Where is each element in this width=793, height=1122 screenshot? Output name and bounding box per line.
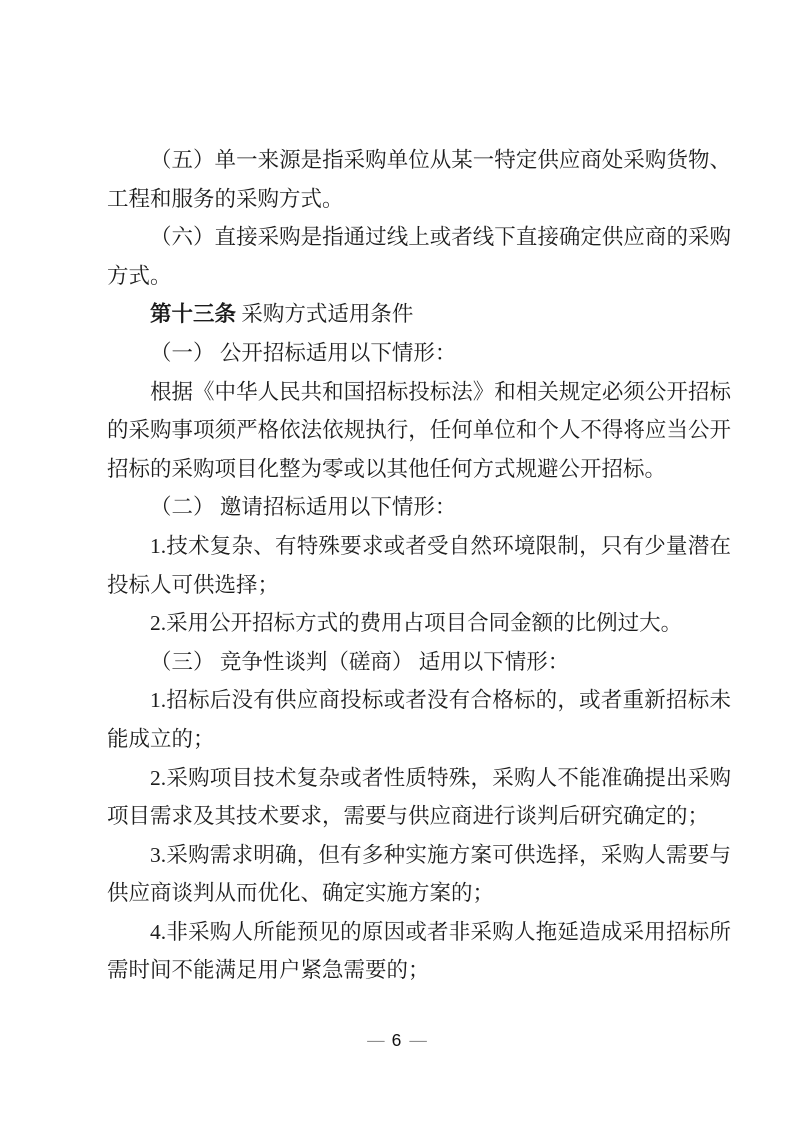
paragraph-item-5-single-source	[107, 141, 731, 218]
paragraph-invited-item-2	[107, 604, 731, 643]
paragraph-text: 根据《中华人民共和国招标投标法》和相关规定必须公开招标的采购事项须严格依法依规执行，任何单位和个人不得将应当公开招标的采购项目化整为零或以其他任何方式规避公开招标。	[107, 379, 731, 481]
page-number: 6	[391, 1030, 402, 1050]
paragraph-text: 3.采购需求明确，但有多种实施方案可供选择，采购人需要与供应商谈判从而优化、确定实施方案的；	[107, 842, 731, 906]
paragraph-text: 4.非采购人所能预见的原因或者非采购人拖延造成采用招标所需时间不能满足用户紧急需要的；	[107, 919, 731, 983]
paragraph-negotiation-item-2	[107, 759, 731, 836]
paragraph-text: （三） 竞争性谈判（磋商） 适用以下情形：	[150, 649, 570, 674]
paragraph-item-6-direct-purchase	[107, 218, 731, 295]
page-footer	[0, 1027, 793, 1053]
paragraph-negotiation-item-4	[107, 913, 731, 990]
footer-right-dash: —	[409, 1030, 426, 1050]
paragraph-text: 2.采购项目技术复杂或者性质特殊，采购人不能准确提出采购项目需求及其技术要求，需要与供应商进行谈判后研究确定的；	[107, 765, 731, 829]
paragraph-text: 1.技术复杂、有特殊要求或者受自然环境限制，只有少量潜在投标人可供选择；	[107, 533, 731, 597]
document-body	[107, 141, 731, 990]
paragraph-clause-1-open-tender	[107, 334, 731, 373]
paragraph-negotiation-item-3	[107, 836, 731, 913]
paragraph-text: （一） 公开招标适用以下情形：	[150, 340, 457, 365]
article-title-text: 采购方式适用条件	[236, 302, 414, 327]
paragraph-article-13-heading	[107, 295, 731, 334]
paragraph-negotiation-item-1	[107, 681, 731, 758]
paragraph-clause-3-competitive-negotiation	[107, 643, 731, 682]
paragraph-text: 1.招标后没有供应商投标或者没有合格标的，或者重新招标未能成立的；	[107, 688, 731, 751]
article-number-bold: 第十三条	[150, 302, 237, 327]
paragraph-invited-item-1	[107, 527, 731, 604]
paragraph-text: （五）单一来源是指采购单位从某一特定供应商处采购货物、工程和服务的采购方式。	[107, 148, 731, 211]
footer-left-dash: —	[367, 1030, 384, 1050]
paragraph-text: （六）直接采购是指通过线上或者线下直接确定供应商的采购方式。	[107, 225, 731, 288]
paragraph-text: （二） 邀请招标适用以下情形：	[150, 495, 457, 520]
paragraph-open-tender-detail	[107, 373, 731, 489]
paragraph-clause-2-invited-tender	[107, 488, 731, 527]
paragraph-text: 2.采用公开招标方式的费用占项目合同金额的比例过大。	[150, 611, 683, 636]
